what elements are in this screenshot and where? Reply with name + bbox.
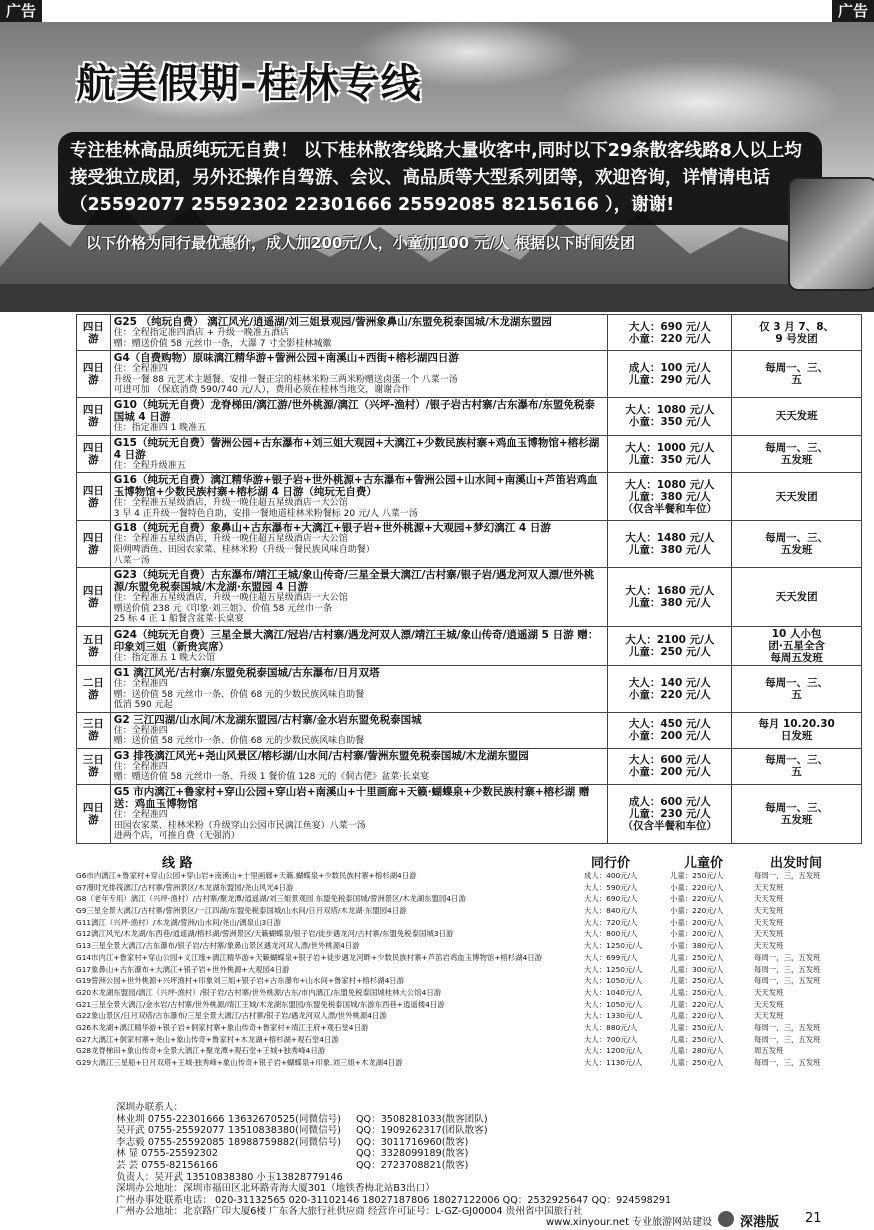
list-peer-price: 大人：1330元/人 [584,1011,643,1021]
list-header [76,852,862,871]
list-child-price: 小童：220元/人 [670,894,724,904]
contact-qq: QQ：2723708821(散客) [356,1159,469,1171]
list-child-price: 儿童：250元/人 [670,1058,724,1067]
route-title: G24（纯玩无自费）三星全景大漓江/冠岩/古村寨/遇龙河双人漂/靖江王城/象山传奇/逍遥湖 5 日游 赠：印象刘三姐（新贵宾席） [113,628,599,653]
list-peer-price: 大人：880元/人 [584,1022,638,1032]
list-child-price: 小童：380元/人 [670,941,724,951]
list-item [76,1057,862,1069]
list-departure: 每周一，三，五发班 [754,976,821,986]
route-days: 二日游 [77,665,111,712]
route-days: 四日游 [77,435,111,473]
route-price-list [76,870,862,1069]
route-departure [732,626,862,665]
route-description [110,315,608,351]
route-price [608,626,732,665]
route-departure [732,521,862,568]
price-line: （仅含半餐和车位） [622,819,718,832]
contact-qq: QQ：1909262317(团队散客) [356,1125,488,1137]
route-title: G18（纯玩无自费）象鼻山+古东瀑布+大漓江+银子岩+世外桃源+大观园+梦幻漓江 4 日游 [113,522,551,535]
contact-phone: 林 显 0755-25592302 [116,1148,218,1160]
list-child-price: 儿童：250元/人 [670,976,724,986]
price-line: 大人：1680 元/人 [625,585,715,598]
route-detail: 住：指定准五 1 晚大公馆 [113,652,216,663]
route-title: G4（自费购物）原味漓江精华游+訾洲公园+南溪山+西街+榕杉湖四日游 [113,352,459,365]
notice-box: 专注桂林高品质纯玩无自费！ 以下桂林散客线路大量收客中,同时以下29条散客线路8人以上均接受独立成团，另外还操作自驾游、会议、高品质等大型系列团等，欢迎咨询，详情请电话（25592077 25592302 22301666 25592085 82156166 ），谢谢! [58,132,822,225]
price-line: 大人：1480 元/人 [625,532,715,545]
route-departure [732,665,862,712]
contact-phone: 李志毅 0755-25592085 [116,1136,225,1148]
price-line: 大人：690 元/人 [628,320,711,333]
route-title: G23（纯玩无自费）古东瀑布/靖江王城/象山传奇/三星全景大漓江/古村寨/银子岩/遇龙河双人漂/世外桃源/东盟免税泰国城/木龙湖·东盟园 4 日游 [113,569,595,594]
list-departure: 天天发班 [754,999,784,1009]
route-departure [732,473,862,521]
route-description [110,748,608,784]
departure-line: 五发班 [780,453,813,466]
list-route: G8（老年专用）漓江（兴坪-渔村）/古村寨/聚龙潭/逍遥湖/刘三姐景观园 东盟免税泰国城/訾洲景区/木龙湖东盟园4日游 [76,894,466,904]
route-departure [732,435,862,473]
list-route: G27大漓江+侗家村寨+尧山+象山传奇+鲁家村+木龙湖+榕杉湖+观石堂4日游 [76,1034,339,1044]
list-route: G20木龙湖东盟园/漓江（兴坪-渔村）/银子岩/古村寨/世外桃源/古东/市内漓江/东盟免税泰国城桂林大公馆4日游 [76,987,442,997]
price-line: 成人：600 元/人 [628,795,711,808]
route-detail: 赠：送价值 58 元丝巾一条、价值 68 元的少数民族风味自助餐 [113,736,365,747]
list-route: G22象山景区/日月双塔/古东瀑布/三星全景大漓江/古村寨/银子岩/遇龙河双人漂/世外桃源4日游 [76,1011,387,1021]
departure-line: 每周一、三、 [765,532,829,545]
contact-person [116,1125,856,1137]
list-item [76,882,862,894]
contact-phone: 林业圳 0755-22301666 [116,1113,225,1125]
contact-people [116,1114,856,1172]
departure-line: 天天发团 [775,490,818,503]
list-item [76,870,862,882]
list-departure: 每周一，三，五发班 [754,1022,821,1032]
list-peer-price: 大人：1050元/人 [584,976,643,986]
route-description [110,351,608,398]
route-detail: 住：全程指定准四酒店 + 升级一晚准五酒店 [113,328,289,338]
route-row [77,315,862,351]
list-item [76,928,862,940]
departure-line: 每周一、三、 [765,441,829,454]
route-days: 五日游 [77,626,111,665]
list-peer-price: 大人：590元/人 [584,882,638,892]
route-description [110,473,608,521]
list-route: G7漫时光排筏漓江/古村寨/訾洲景区/木龙湖东盟园/尧山风光4日游 [76,882,294,892]
list-child-price: 儿童：250元/人 [670,952,724,962]
list-departure: 每周一，三，五发班 [754,964,821,974]
list-peer-price: 大人：1250元/人 [584,941,643,951]
departure-line: 五 [791,374,802,387]
departure-line: 每周一、三、 [765,362,829,375]
route-description [110,712,608,748]
departure-line: 五 [791,766,802,779]
price-line: 儿童：250 元/人 [628,645,711,658]
list-item [76,1022,862,1034]
list-route: G12漓江风光/木龙湖/东西巷/逍遥湖/榕杉湖/訾洲景区/天籁蝴蝶泉/银子岩/徒步遇龙河/古村寨/东盟免税泰国城3日游 [76,929,454,939]
page-title: 航美假期-桂林专线 [76,61,422,107]
list-peer-price: 大人：1040元/人 [584,987,643,997]
route-price [608,665,732,712]
contact-heading: 深圳办联系人： [116,1102,184,1113]
route-detail: 赠：赠送价值 58 元丝巾一条，大瀑 7 寸全影桂林城徽 [113,338,332,349]
route-days: 四日游 [77,397,111,435]
route-row [77,785,862,844]
list-child-price: 儿童：250元/人 [670,1022,724,1032]
route-title: G2 三江四湖/山水间/木龙湖东盟园/古村寨/金水岩东盟免税泰国城 [113,713,422,726]
price-note: 以下价格为同行最优惠价，成人加200元/人，小童加100 元/人 根据以下时间发团 [86,234,636,252]
price-line: 儿童：290 元/人 [628,374,711,387]
departure-line: 每周一、三、 [765,754,829,767]
list-route: G19訾洲公园+世外桃源+兴坪渔村+印象刘三姐+银子岩+古东瀑布+山水间+鲁家村+榕杉湖4日游 [76,976,405,986]
footer-site: www.xinyour.net 专业旅游网站建设 [546,1217,713,1228]
route-title: G15（纯玩无自费）訾洲公园+古东瀑布+刘三姐大观园+大漓江+少数民族村寨+鸡血玉博物馆+榕杉湖 4 日游 [113,436,600,461]
route-departure [732,315,862,351]
contact-line: 深圳办公地址：深圳市福田区北环路青海大厦301（地铁香梅北站B3出口） [116,1183,435,1195]
route-price [608,473,732,521]
brand-logo-icon [718,1211,734,1227]
route-price [608,712,732,748]
route-description [110,665,608,712]
list-peer-price: 大人：700元/人 [584,1034,638,1044]
departure-line: 天天发团 [775,591,818,604]
price-line: （仅含半餐和车位） [622,502,718,515]
departure-line: 10 人小包 [771,627,822,640]
list-departure: 天天发班 [754,917,784,927]
list-departure: 天天发班 [754,894,784,904]
route-row [77,712,862,748]
list-child-price: 儿童：300元/人 [670,964,724,974]
list-item [76,905,862,917]
route-description [110,397,608,435]
route-row [77,351,862,398]
list-header-child: 儿童价 [684,856,724,871]
list-departure: 每周一，三，五发班 [754,1034,821,1044]
route-detail: 低消 590 元起 [113,700,173,711]
departure-line: 五发班 [780,544,813,557]
departure-line: 五 [791,688,802,701]
contact-line: 广州办公地址：北京路广印大厦6楼 广东各大旅行社供应商 经营许可证号：L-GZ-GJ00004 贵州省中国旅行社 [116,1206,583,1218]
contact-person [116,1137,856,1149]
list-peer-price: 大人：800元/人 [584,929,638,939]
route-row [77,568,862,627]
ad-tag-left: 广告 [0,0,42,22]
route-detail: 赠：送价值 58 元丝巾一条、价值 68 元的少数民族风味自助餐 [113,689,365,700]
list-peer-price: 大人：1050元/人 [584,999,643,1009]
route-departure [732,568,862,627]
route-departure [732,397,862,435]
contact-qq: QQ：3508281033(散客团队) [356,1113,488,1125]
departure-line: 每月 10.20.30 [758,718,835,731]
price-line: 大人：450 元/人 [628,718,711,731]
list-child-price: 儿童：250元/人 [670,987,724,997]
contact-qq: QQ：3328099189(散客) [356,1148,469,1160]
list-child-price: 儿童：250元/人 [670,871,724,880]
route-title: G10（纯玩无自费）龙脊梯田/漓江游/世外桃源/漓江（兴坪-渔村）/银子岩古村寨/古东瀑布/东盟免税泰国城 4 日游 [113,398,595,423]
departure-line: 每周五发班 [770,651,823,664]
departure-line: 日发班 [780,730,813,743]
contact-block [116,1102,856,1218]
route-price [608,351,732,398]
list-item [76,999,862,1011]
route-row [77,521,862,568]
route-description [110,521,608,568]
list-route: G6市内漓江+鲁家村+穿山公园+穿山岩+南溪山+十里画廊+天籁.蝴蝶泉+少数民族村寨+榕杉湖4日游 [76,871,417,880]
hero-banner [0,22,874,312]
route-row [77,435,862,473]
route-detail: 3 早 4 正升级一餐特色自助，安排一餐地道桂林米粉餐标 20 元/人 八菜一汤 [113,508,418,519]
list-departure: 天天发班 [754,882,784,892]
departure-line: 每周一、三、 [765,801,829,814]
list-child-price: 小童：220元/人 [670,906,724,916]
list-departure: 天天发班 [754,929,784,939]
price-line: 小童：200 元/人 [628,766,711,779]
contact-mobile: 13632670525(同微信号) [228,1113,342,1125]
route-price [608,315,732,351]
list-departure: 天天发班 [754,1011,784,1021]
route-days: 四日游 [77,315,111,351]
price-line: 大人：2100 元/人 [625,633,715,646]
list-item [76,1045,862,1057]
route-row [77,397,862,435]
route-days: 四日游 [77,521,111,568]
list-child-price: 儿童：220元/人 [670,999,724,1009]
route-title: G16（纯玩无自费）漓江精华游+银子岩+世外桃源+古东瀑布+訾洲公园+山水间+南溪山+芦笛岩鸡血玉博物馆+少数民族村寨+榕杉湖 4 日游（纯玩无自费） [113,474,598,499]
list-departure: 每周一，三，五发班 [754,952,821,962]
route-detail: 住：全程准四 [113,678,168,689]
route-title: G3 排筏漓江风光+尧山风景区/榕杉湖/山水间/古村寨/訾洲东盟免税泰国城/木龙湖东盟园 [113,749,529,762]
contact-phone: 吴开武 0755-25592077 [116,1125,225,1137]
list-header-peer: 同行价 [591,856,631,871]
route-title: G5 市内漓江+鲁家村+穿山公园+穿山岩+南溪山+十里画廊+天籁·蝴蝶泉+少数民族村寨+榕杉湖 赠送：鸡血玉博物馆 [113,786,590,811]
price-line: 儿童：380 元/人 [628,597,711,610]
departure-line: 仅 3 月 7、8、 [759,320,835,333]
list-route: G14市内江+鲁家村+穿山公园+义江缘+漓江精华游+天籁蝴蝶泉+银子岩+徒步遇龙河畔+少数民族村寨+芦笛岩鸡血玉博物馆+榕杉湖4日游 [76,952,543,962]
route-price [608,748,732,784]
route-detail: 住：全程准四 [113,725,168,736]
route-detail: 进两个店，可推自费（无强消） [113,831,240,842]
route-description [110,626,608,665]
list-departure: 天天发班 [754,941,784,951]
list-route: G11漓江（兴坪-渔村）/木龙湖/訾洲/山水间/尧山/漓泉山3日游 [76,917,281,927]
route-table [76,314,862,844]
page-footer [0,1208,874,1230]
route-price [608,521,732,568]
route-detail: 八菜一汤 [113,555,150,566]
list-child-price: 儿童：280元/人 [670,1046,724,1056]
list-child-price: 儿童：250元/人 [670,1034,724,1044]
ad-tag-right: 广告 [832,0,874,22]
route-detail: 阳朔啤酒鱼、田园农家菜、桂林米粉（升级一餐民族风味自助餐） [113,544,375,555]
route-days: 四日游 [77,473,111,521]
list-item [76,987,862,999]
departure-line: 9 号发团 [775,332,818,345]
price-line: 大人：1080 元/人 [625,404,715,417]
list-departure: 天天发班 [754,906,784,916]
route-price [608,568,732,627]
price-line: 大人：140 元/人 [628,676,711,689]
route-price [608,435,732,473]
price-line: 大人：1080 元/人 [625,478,715,491]
route-days: 三日游 [77,712,111,748]
route-detail: 住：全程准四 [113,810,168,821]
contact-mobile: 13510838380(同微信号) [228,1125,342,1137]
list-item [76,1010,862,1022]
list-departure: 天天发班 [754,987,784,997]
price-line: 儿童：350 元/人 [628,453,711,466]
route-detail: 住：全程准五星级酒店，升级一晚住超五星级酒店一大公馆 [113,534,348,545]
departure-line: 五发班 [780,813,813,826]
list-route: G17象鼻山+古东瀑布+大漓江+银子岩+世外桃源+大观园4日游 [76,964,290,974]
list-header-dep: 出发时间 [770,856,823,871]
contact-phone: 芸 芸 0755-82156166 [116,1159,218,1171]
departure-line: 每周一、三、 [765,676,829,689]
list-route: G28龙脊梯田+象山传奇+全景大漓江+聚龙潭+观石堂+王城+独秀峰4日游 [76,1046,326,1056]
route-departure [732,748,862,784]
route-description [110,568,608,627]
price-line: 儿童：230 元/人 [628,807,711,820]
route-days: 四日游 [77,785,111,844]
route-departure [732,712,862,748]
route-price [608,397,732,435]
promo-photo [788,177,874,291]
contact-person [116,1160,856,1172]
route-detail: 住：全程准四 [113,364,168,375]
route-detail: 赠送价值 238 元《印象·刘三姐》、价值 58 元丝巾一条 [113,603,333,614]
price-line: 小童：200 元/人 [628,730,711,743]
list-item [76,975,862,987]
route-departure [732,351,862,398]
price-line: 儿童：380 元/人 [628,544,711,557]
route-description [110,785,608,844]
route-detail: 25 标 4 正 1 船餐含盆菜·长桌宴 [113,614,244,625]
departure-line: 天天发班 [775,410,818,423]
contact-line: 广州办事处联系电话： 020-31132565 020-31102146 18027187806 18027122006 QQ：2532925647 QQ：924598291 [116,1194,672,1206]
page-number: 21 [805,1211,822,1226]
price-line: 小童：350 元/人 [628,416,711,429]
route-detail: 住：全程准五星级酒店，升级一晚住超五星级酒店一大公馆 [113,593,348,604]
list-departure: 每周一，三，五发班 [754,1058,821,1067]
route-detail: 可进可加 （保底消费 590/740 元/人），费用必须在桂林当地交，谢谢合作 [113,385,411,396]
list-peer-price: 大人：690元/人 [584,894,638,904]
route-days: 三日游 [77,748,111,784]
route-row [77,473,862,521]
list-item [76,940,862,952]
price-line: 大人：1000 元/人 [625,441,715,454]
list-peer-price: 大人：1250元/人 [584,964,643,974]
contact-qq: QQ：3011716960(散客) [356,1136,469,1148]
price-line: 小童：220 元/人 [628,332,711,345]
list-item [76,952,862,964]
route-row [77,665,862,712]
list-route: G21三星全景大漓江/金水岩/古村寨/世外桃源/靖江王城/木龙湖东盟园/东盟免税泰国城/东游东西巷+逍遥楼4日游 [76,999,445,1009]
contact-line: 负责人：吴开武 13510838380 小玉13828779146 [116,1171,343,1183]
price-line: 小童：220 元/人 [628,688,711,701]
route-detail: 田园农家菜、桂林米粉（升级穿山公园市民漓江鱼宴）八菜一汤 [113,820,366,831]
list-peer-price: 大人：720元/人 [584,917,638,927]
route-detail: 赠：赠送价值 58 元丝巾一条、升级 1 餐价值 128 元的《侗古佬》盆菜·长桌宴 [113,772,430,783]
list-item [76,917,862,929]
list-item [76,893,862,905]
price-line: 儿童：380 元/人 [628,490,711,503]
route-price [608,785,732,844]
route-detail: 住：全程升级准五 [113,460,186,471]
departure-line: 团·五星全含 [768,639,825,652]
route-row [77,626,862,665]
contact-person [116,1148,856,1160]
price-line: 成人：100 元/人 [628,362,711,375]
list-peer-price: 大人：699元/人 [584,952,638,962]
route-days: 四日游 [77,568,111,627]
footer-brand: 深港版 [740,1215,780,1230]
route-detail: 住：全程准四 [113,761,168,772]
list-item [76,964,862,976]
list-child-price: 小童：220元/人 [670,882,724,892]
route-days: 四日游 [77,351,111,398]
list-header-route: 线 路 [162,856,193,871]
list-route: G9三星全景大漓江/古村寨/訾洲景区/一江四湖/东盟免税泰国城/山水间/日月双塔/木龙湖·东盟园4日游 [76,906,407,916]
price-line: 大人：600 元/人 [628,754,711,767]
list-child-price: 小童：200元/人 [670,929,724,939]
route-title: G25 （纯玩自费） 漓江风光/逍遥湖/刘三姐景观园/訾洲象鼻山/东盟免税泰国城/木龙湖东盟园 [113,316,552,328]
route-row [77,748,862,784]
route-detail: 升级一餐 88 元艺术主题餐、安排一餐正宗的桂林米粉三两米粉赠送卤蛋一个 八菜一汤 [113,374,458,385]
route-departure [732,785,862,844]
list-peer-price: 大人：840元/人 [584,906,638,916]
list-route: G29大漓江三星船+日月双塔+王城·独秀峰+象山传奇+银子岩+蝴蝶泉+印象.刘三姐+木龙湖4日游 [76,1058,403,1067]
list-route: G26木龙湖+漓江精华游+银子岩+侗家村寨+象山传奇+鲁家村+靖江王府+观石堂4日游 [76,1022,369,1032]
list-child-price: 儿童：220元/人 [670,1011,724,1021]
route-detail: 住：指定准四 1 晚准五 [113,422,207,433]
list-route: G13三星全景大漓江/古东瀑布/银子岩/古村寨/象鼻山景区遇龙河双人漂/世外桃源4日游 [76,941,360,951]
list-peer-price: 大人：1130元/人 [584,1058,643,1067]
list-peer-price: 大人：1200元/人 [584,1046,643,1056]
list-departure: 每周一，三，五发班 [754,871,821,880]
route-description [110,435,608,473]
list-child-price: 小童：200元/人 [670,917,724,927]
list-peer-price: 成人：400元/人 [584,871,638,880]
route-detail: 住：全程准五星级酒店，升级一晚住超五星级酒店一大公馆 [113,498,348,509]
list-departure: 周五发班 [754,1046,784,1056]
contact-person [116,1114,856,1126]
route-title: G1 漓江风光/古村寨/东盟免税泰国城/古东瀑布/日月双塔 [113,666,380,679]
contact-mobile: 18988759882(同微信号) [228,1136,342,1148]
list-item [76,1034,862,1046]
